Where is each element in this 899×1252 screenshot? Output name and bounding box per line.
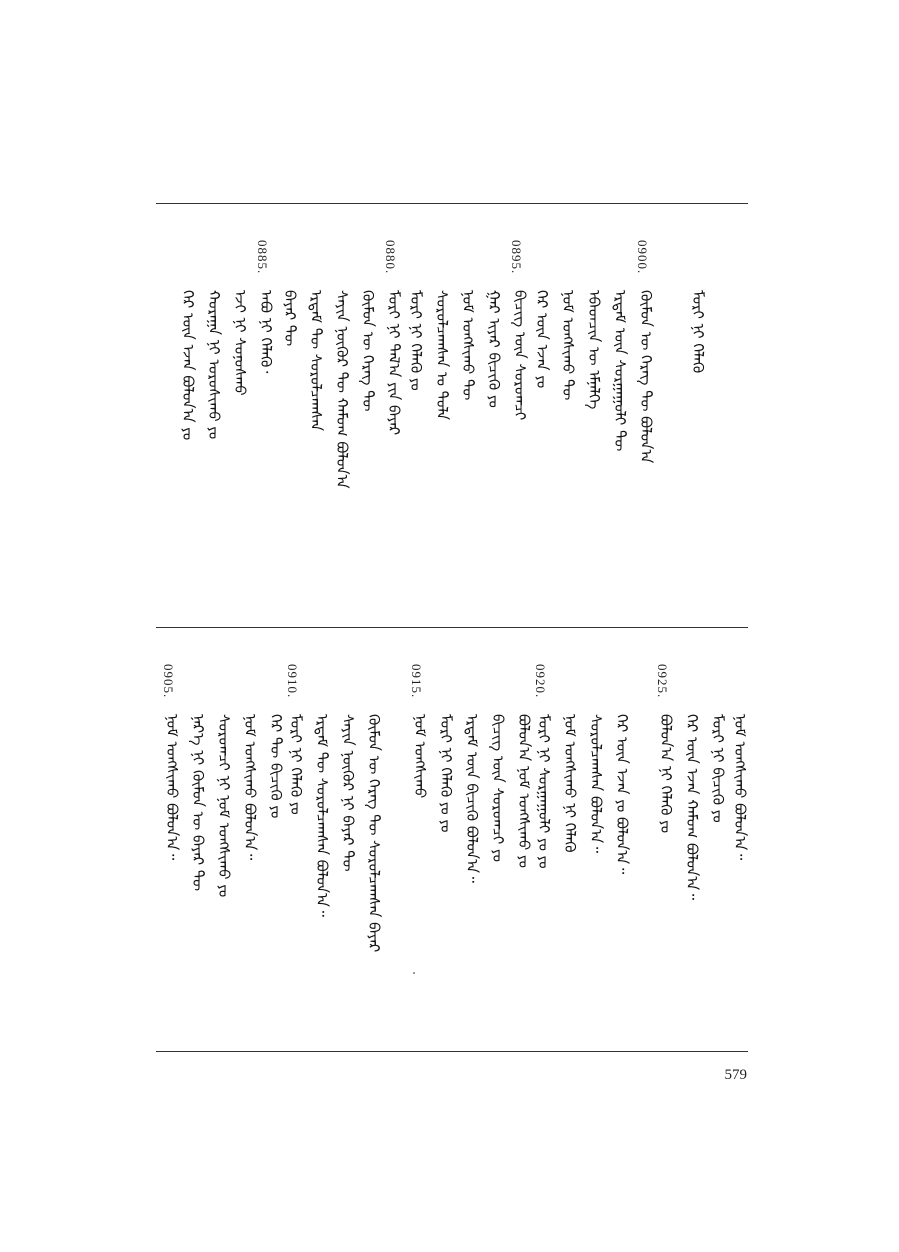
text-line: ᠡᠪᠡᠳᠴᠢᠨ ᠦ ᠡᠮᠨᠡᠯᠭᠡ	[585, 290, 603, 410]
text-line: ᠰᠤᠷᠤᠯᠴᠠᠭᠰᠠᠨ ᠪᠣᠯᠤᠨ᠎ᠠ᠃	[587, 714, 605, 854]
text-line: ᠮᠣᠷᠢ ᠨᠢ ᠬᠡᠯᠡᠬᠦ ᠶᠤ ᠶᠤ	[437, 714, 455, 833]
text-line: ᠨᠣᠮ ᠤᠩᠰᠢᠬᠤ ᠪᠣᠯᠤᠨ᠎ᠠ᠃	[163, 714, 181, 861]
text-line: ᠭᠡᠷ ᠦᠨ ᠡᠵᠡᠨ ᠬᠠᠮᠤᠭ ᠪᠣᠯᠤᠨ᠎ᠠ᠃	[683, 714, 701, 901]
text-line: ᠰᠤᠷᠤᠭᠴᠢ ᠨᠢ ᠨᠣᠮ ᠤᠩᠰᠢᠬᠤ ᠶᠤ	[215, 714, 233, 898]
text-line: ᠮᠣᠷᠢ ᠨᠢ ᠬᠡᠯᠡᠬᠦ ᠶᠤ	[407, 290, 425, 391]
entry-number: 0885.	[255, 240, 270, 275]
middle-rule	[156, 627, 748, 628]
text-line: ᠮᠣᠷᠢ ᠨᠢ ᠰᠤᠷᠭᠠᠭᠤᠯᠢ ᠶᠤ ᠶᠤ	[535, 714, 553, 869]
text-line: ᠡᠷᠳᠡᠮ ᠲᠦ ᠰᠤᠷᠤᠯᠴᠠᠭᠰᠠᠨ ᠪᠣᠯᠤᠨ᠎ᠠ᠃	[313, 714, 331, 917]
text-line: ᠪᠢᠴᠢᠭ ᠦᠨ ᠰᠤᠷᠤᠭᠴᠢ	[511, 290, 529, 421]
bottom-rule	[156, 1051, 748, 1052]
text-line: ᠬᠦᠮᠦᠨ ᠦ ᠬᠡᠷᠡᠭ ᠲᠦ ᠪᠣᠯᠤᠨ᠎ᠠ	[637, 290, 655, 464]
text-line: ᠭᠡᠷ ᠦᠨ ᠡᠵᠡᠨ ᠶᠤ ᠪᠣᠯᠤᠨ᠎ᠠ᠃	[613, 714, 631, 875]
text-line: ᠭᠠᠷ ᠢᠶᠠᠷ ᠪᠢᠴᠢᠬᠦ ᠶᠤ	[485, 290, 503, 408]
text-line: ᠡᠷᠳᠡᠮ ᠦᠨ ᠪᠢᠴᠢᠬᠦ ᠪᠣᠯᠤᠨ᠎ᠠ᠃	[463, 714, 481, 883]
text-line: ᠭᠡᠷ ᠲᠦ ᠪᠢᠴᠢᠬᠦ ᠶᠤ	[267, 714, 285, 819]
entry-number: 0895.	[509, 240, 524, 275]
text-line: ᠡᠷᠳᠡᠮ ᠲᠦ ᠰᠤᠷᠤᠯᠴᠠᠭᠰᠠᠨ	[307, 290, 325, 431]
text-line: ᠨᠣᠮ ᠤᠩᠰᠢᠬᠤ ᠪᠣᠯᠤᠨ᠎ᠠ᠃	[241, 714, 259, 861]
text-line: ᠬᠦᠮᠦᠨ ᠦ ᠬᠡᠷᠡᠭ ᠲᠦ	[359, 290, 377, 412]
page-number: 579	[724, 1067, 747, 1083]
entry-number: 0880.	[383, 240, 398, 275]
text-line: ᠠᠪᠤ ᠨᠢ ᠬᠡᠯᠡᠬᠦ᠂	[257, 290, 275, 374]
text-line: ᠨᠣᠮ ᠤᠩᠰᠢᠬᠤ ᠲᠦ	[559, 290, 577, 401]
text-line: ᠨᠡᠷ᠎ᠡ ᠨᠢ ᠬᠦᠮᠦᠨ ᠦ ᠪᠠᠶᠠᠷ ᠲᠦ	[189, 714, 207, 892]
text-line: ᠮᠣᠷᠢ ᠨᠢ ᠬᠡᠯᠡᠬᠦ	[689, 290, 707, 374]
entry-number: 0905.	[161, 664, 176, 699]
entry-number: 0920.	[533, 664, 548, 699]
text-line: ᠨᠣᠮ ᠤᠩᠰᠢᠬᠤ ᠪᠣᠯᠤᠨ᠎ᠠ᠃	[731, 714, 749, 861]
entry-number: 0925.	[655, 664, 670, 699]
text-line: ᠮᠣᠷᠢ ᠨᠢ ᠲᠠᠯ᠎ᠠ ᠶᠢᠨ ᠪᠠᠶᠠᠷ	[385, 290, 403, 436]
text-line: ᠬᠦᠮᠦᠨ ᠦ ᠬᠡᠷᠡᠭ ᠲᠦ ᠰᠤᠷᠤᠯᠴᠠᠭᠰᠠᠨ ᠪᠠᠶᠠᠷ	[365, 714, 383, 953]
text-line: ᠪᠣᠯᠤᠨ᠎ᠠ ᠨᠣᠮ ᠤᠩᠰᠢᠬᠤ ᠶᠤ	[515, 714, 533, 868]
text-line: ᠨᠣᠮ ᠤᠩᠰᠢᠬᠤ ᠲᠦ	[459, 290, 477, 401]
scan-speck	[413, 972, 415, 974]
text-line: ᠨᠣᠮ ᠤᠩᠰᠢᠬᠤ ᠨᠢ ᠬᠡᠯᠡᠬᠦ	[561, 714, 579, 853]
text-line: ᠰᠤᠷᠤᠯᠴᠠᠭᠰᠠᠨ ᠤ ᠲᠤᠯᠠ	[433, 290, 451, 421]
text-line: ᠰᠠᠶᠢᠨ ᠨᠥᠬᠦᠷ ᠨᠢ ᠪᠠᠶᠠᠷ ᠲᠦ	[339, 714, 357, 872]
text-line: ᠡᠵᠢ ᠨᠢ ᠰᠣᠨᠣᠰᠬᠤ	[231, 290, 249, 396]
text-line: ᠭᠡᠷ ᠦᠨ ᠡᠵᠡᠨ ᠶᠤ	[533, 290, 551, 389]
text-line: ᠮᠣᠷᠢ ᠨᠢ ᠬᠡᠯᠡᠬᠦ ᠶᠤ	[287, 714, 305, 815]
text-line: ᠮᠣᠷᠢ ᠨᠢ ᠪᠢᠴᠢᠬᠦ ᠶᠤ	[709, 714, 727, 823]
text-line: ᠰᠠᠶᠢᠨ ᠨᠥᠬᠦᠷ ᠲᠦ ᠬᠠᠮᠤᠭ ᠪᠣᠯᠤᠨ᠎ᠠ	[333, 290, 351, 489]
text-line: ᠭᠡᠷ ᠦᠨ ᠡᠵᠡᠨ ᠪᠣᠯᠤᠨ᠎ᠠ ᠶᠤ	[179, 290, 197, 441]
entry-number: 0910.	[285, 664, 300, 699]
text-line: ᠪᠣᠯᠤᠨ᠎ᠠ ᠨᠢ ᠬᠡᠯᠡᠬᠦ ᠶᠤ	[657, 714, 675, 834]
top-rule	[156, 203, 748, 204]
text-line: ᠪᠢᠴᠢᠭ ᠦᠨ ᠰᠤᠷᠤᠭᠴᠢ ᠶᠤ	[489, 714, 507, 862]
text-line: ᠪᠠᠶᠠᠷ ᠲᠦ	[281, 290, 299, 347]
text-line: ᠨᠣᠮ ᠤᠩᠰᠢᠬᠤ	[411, 714, 429, 799]
text-line: ᠬᠤᠷᠠᠭᠠ ᠨᠢ ᠣᠷᠣᠰᠢᠬᠤ ᠶᠤ	[205, 290, 223, 440]
entry-number: 0915.	[409, 664, 424, 699]
entry-number: 0900.	[635, 240, 650, 275]
text-line: ᠡᠷᠳᠡᠮ ᠦᠨ ᠰᠤᠷᠭᠠᠭᠤᠯᠢ ᠲᠦ	[611, 290, 629, 452]
